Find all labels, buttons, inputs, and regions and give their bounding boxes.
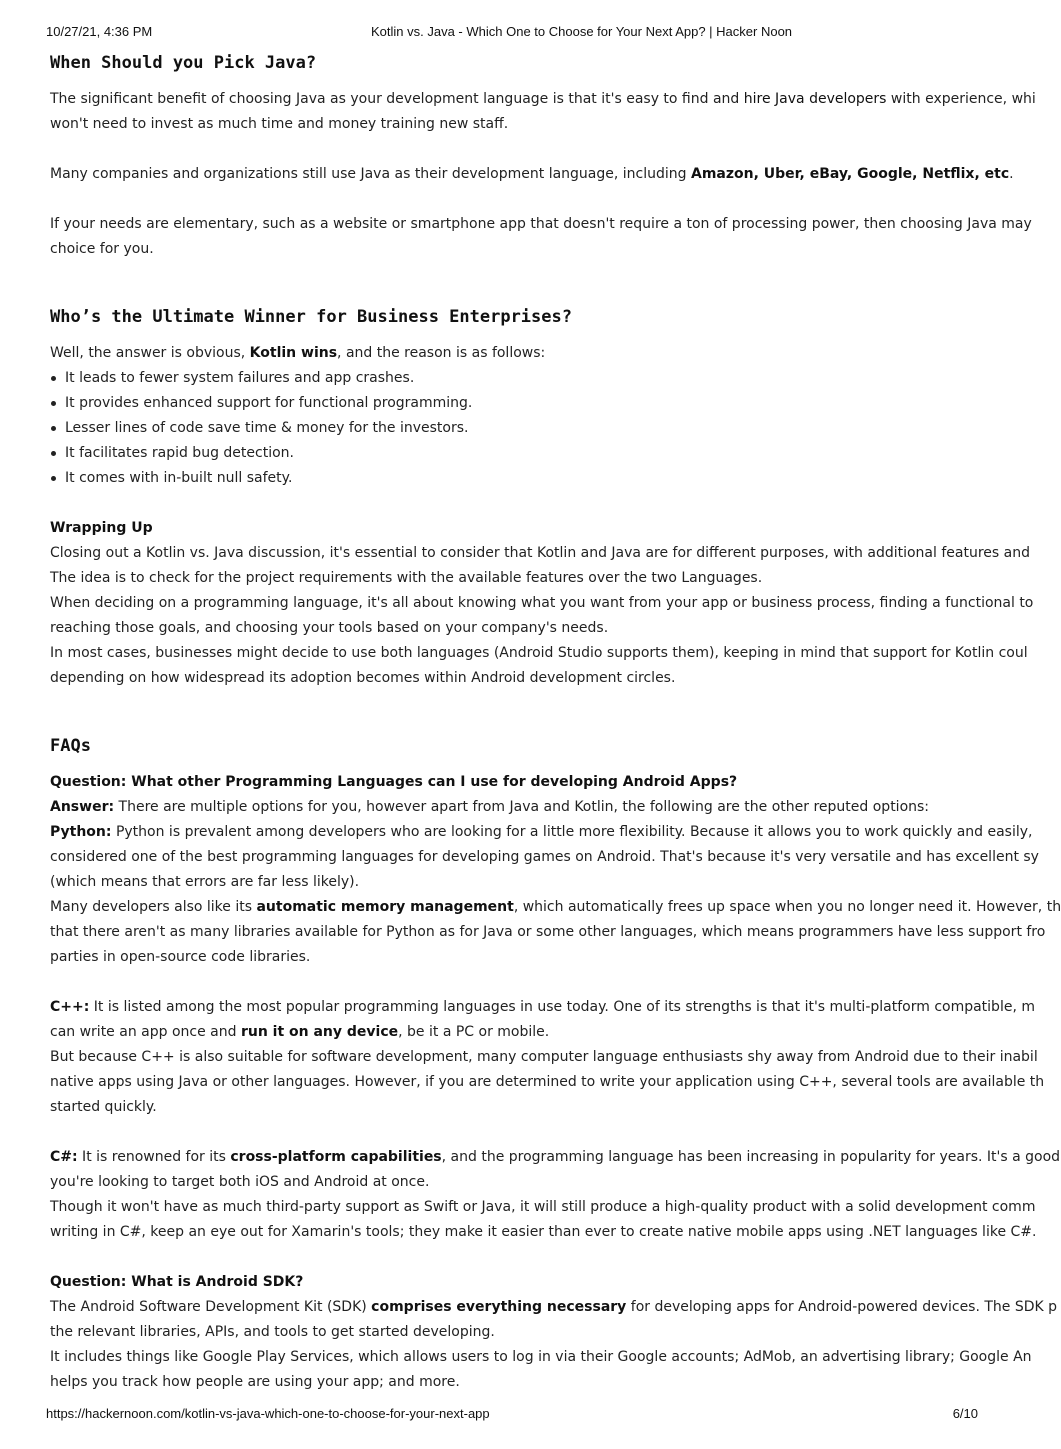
sdk-line-3: It includes things like Google Play Services, which allows users to log in via their Google accounts; AdMob, an advertising library; Google An: [50, 1349, 1032, 1365]
faq-question-1: Question: What other Programming Languages can I use for developing Android Apps?: [50, 774, 738, 790]
sdk-line-4: helps you track how people are using your app; and more.: [50, 1374, 460, 1390]
article-body: When Should you Pick Java? The significant benefit of choosing Java as your development language is that it's easy to find and hire Java developers with experience, whi won't need to invest as much time and money training new staff. Many companies and organizations still use Java as their development language, including Amazon, Uber, eBay, Google, Netflix, etc. If your needs are elementary, such as a website or smartphone app that doesn't require a ton of processing power, then choosing Java may choice for you. Who’s the Ultimate Winner for Business Enterprises? Well, the answer is obvious, Kotlin wins, and the reason is as follows: It leads to fewer system failures and app crashes. It provides enhanced support for functional programming. Lesser lines of code save time & money for the investors. It facilitates rapid bug detection. It comes with in-built null safety. Wrapping Up Closing out a Kotlin vs. Java discussion, it's essential to consider that Kotlin and Java are for different purposes, with additional features and The idea is to check for the project requirements with the available features over the two Languages. When deciding on a programming language, it's all about knowing what you want from your app or business process, finding a functional to reaching those goals, and choosing your tools based on your company's needs. In most cases, businesses might decide to use both languages (Android Studio supports them), keeping in mind that support for Kotlin coul depending on how widespread its adoption becomes within Android development circles. FAQs Question: What other Programming Languages can I use for developing Android Apps? Answer: There are multiple options for you, however apart from Java and Kotlin, the following are the other reputed options: Python: Python is prevalent among developers who are looking for a little more flexibility. Because it allows you to work quickly and easily, considered one of the best programming languages for developing games on Android. That's because it's very versatile and has excellent sy (which means that errors are far less likely). Many developers also like its automatic memory management, which automatically frees up space when you no longer need it. However, th that there aren't as many libraries available for Python as for Java or some other languages, which means programmers have less support fro parties in open-source code libraries. C++: It is listed among the most popular programming languages in use today. One of its strengths is that it's multi-platform compatible, m can write an app once and run it on any device, be it a PC or mobile. But because C++ is also suitable for software development, many computer language enthusiasts shy away from Android due to their inabil native apps using Java or other languages. However, if you are determined to write your application using C++, several tools are available th started quickly. C#: It is renowned for its cross-platform capabilities, and the programming language has been increasing in popularity for years. It's a good you're looking to target both iOS and Android at once. Though it won't have as much third-party support as Swift or Java, it will still produce a high-quality product with a solid development comm writing in C#, keep an eye out for Xamarin's tools; they make it easier than ever to create native mobile apps using .NET languages like C#. Question: What is Android SDK? The Android Software Development Kit (SDK) comprises everything necessary for developing apps for Android-powered devices. The SDK p the relevant libraries, APIs, and tools to get started developing. It includes things like Google Play Services, which allows users to log in via their Google accounts; AdMob, an advertising library; Google An helps you track how people are using your app; and more.: [50, 53, 1061, 1390]
faq-question-2: Question: What is Android SDK?: [50, 1274, 304, 1290]
wrap-line: When deciding on a programming language, it's all about knowing what you want from your app or business process, finding a functional to: [50, 595, 1034, 611]
cpp-line-4: native apps using Java or other languages. However, if you are determined to write your application using C++, several tools are available th: [50, 1074, 1045, 1090]
java-paragraph-3-line-2: choice for you.: [50, 241, 154, 257]
csharp-line-3: Though it won't have as much third-party support as Swift or Java, it will still produce a high-quality product with a solid development comm: [50, 1199, 1036, 1215]
print-page-title: Kotlin vs. Java - Which One to Choose for Your Next App? | Hacker Noon: [371, 24, 793, 39]
csharp-paragraph: C#: It is renowned for its cross-platform capabilities, and the programming language has been increasing in popularity for years. It's a good: [50, 1149, 1061, 1165]
wrap-line: In most cases, businesses might decide to use both languages (Android Studio supports them), keeping in mind that support for Kotlin coul: [50, 645, 1028, 661]
winner-intro: Well, the answer is obvious, Kotlin wins, and the reason is as follows:: [50, 345, 546, 361]
python-line-2: considered one of the best programming languages for developing games on Android. That's because it's very versatile and has excellent sy: [50, 849, 1039, 865]
sdk-line-2: the relevant libraries, APIs, and tools to get started developing.: [50, 1324, 495, 1340]
memory-line-3: parties in open-source code libraries.: [50, 949, 311, 965]
print-datetime: 10/27/21, 4:36 PM: [46, 24, 153, 39]
page-number: 6/10: [952, 1406, 978, 1421]
java-paragraph-3: If your needs are elementary, such as a website or smartphone app that doesn't require a ton of processing power, then choosing Java may: [50, 216, 1032, 232]
java-paragraph-1-line-2: won't need to invest as much time and money training new staff.: [50, 116, 509, 132]
heading-wrapping-up: Wrapping Up: [50, 520, 153, 536]
print-url: https://hackernoon.com/kotlin-vs-java-which-one-to-choose-for-your-next-app: [46, 1406, 490, 1421]
wrap-line: depending on how widespread its adoption becomes within Android development circles.: [50, 670, 676, 686]
python-paragraph: Python: Python is prevalent among developers who are looking for a little more flexibility. Because it allows you to work quickly and easily,: [50, 824, 1033, 840]
memory-line-2: that there aren't as many libraries available for Python as for Java or some other languages, which means programmers have less support fro: [50, 924, 1046, 940]
wrap-line: The idea is to check for the project requirements with the available features over the two Languages.: [50, 570, 763, 586]
hire-java-developers-link[interactable]: hire Java developers: [743, 91, 887, 107]
wrap-line: Closing out a Kotlin vs. Java discussion, it's essential to consider that Kotlin and Java are for different purposes, with additional features and: [50, 545, 1030, 561]
python-line-3: (which means that errors are far less likely).: [50, 874, 360, 890]
heading-faqs: FAQs: [50, 736, 91, 756]
memory-paragraph: Many developers also like its automatic memory management, which automatically frees up space when you no longer need it. However, th: [50, 899, 1061, 915]
faq-answer-1: Answer: There are multiple options for you, however apart from Java and Kotlin, the following are the other reputed options:: [50, 799, 930, 815]
cpp-paragraph: C++: It is listed among the most popular programming languages in use today. One of its strengths is that it's multi-platform compatible, m: [50, 999, 1035, 1015]
cpp-line-2: can write an app once and run it on any device, be it a PC or mobile.: [50, 1024, 550, 1040]
heading-pick-java: When Should you Pick Java?: [50, 53, 317, 73]
csharp-line-2: you're looking to target both iOS and Android at once.: [50, 1174, 430, 1190]
java-paragraph-2: Many companies and organizations still use Java as their development language, including Amazon, Uber, eBay, Google, Netflix, etc.: [50, 166, 1014, 182]
heading-ultimate-winner: Who’s the Ultimate Winner for Business Enterprises?: [50, 307, 572, 327]
csharp-line-4: writing in C#, keep an eye out for Xamarin's tools; they make it easier than ever to create native mobile apps using .NET languages like C#.: [50, 1224, 1037, 1240]
cpp-line-5: started quickly.: [50, 1099, 157, 1115]
sdk-paragraph: The Android Software Development Kit (SDK) comprises everything necessary for developing apps for Android-powered devices. The SDK p: [50, 1299, 1058, 1315]
wrap-line: reaching those goals, and choosing your tools based on your company's needs.: [50, 620, 609, 636]
java-paragraph-1: The significant benefit of choosing Java as your development language is that it's easy to find and hire Java developers with experience, whi: [50, 91, 1036, 107]
print-footer: [0, 1406, 1024, 1424]
cpp-line-3: But because C++ is also suitable for software development, many computer language enthusiasts shy away from Android due to their inabil: [50, 1049, 1038, 1065]
